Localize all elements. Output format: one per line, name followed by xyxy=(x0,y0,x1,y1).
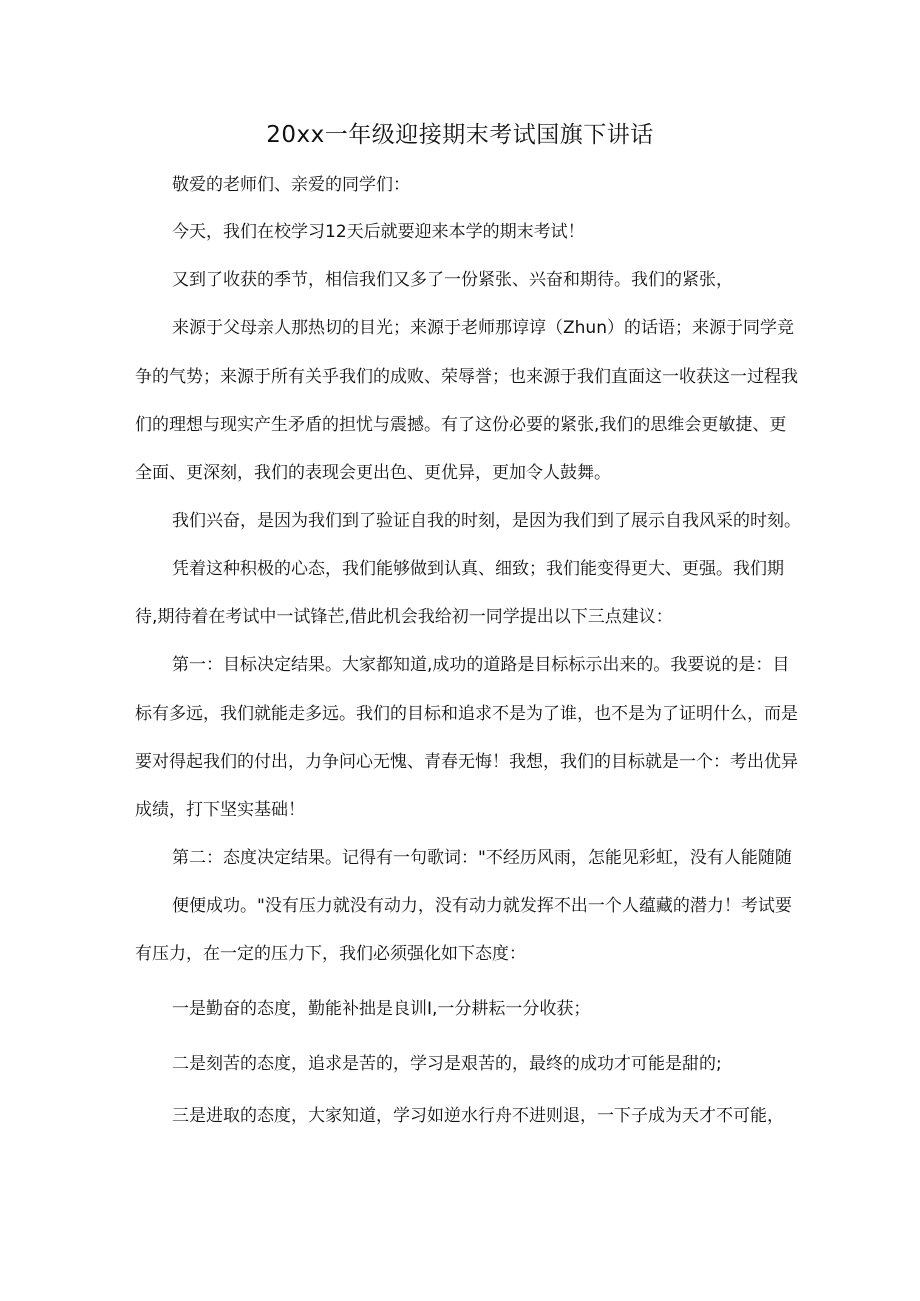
paragraph-line: 一是勤奋的态度，勤能补拙是良训I,一分耕耘一分收获； xyxy=(172,999,591,1019)
paragraph-line: 便便成功。"没有压力就没有动力，没有动力就发挥不出一个人蕴藏的潜力！考试要 xyxy=(172,896,792,916)
paragraph-line: 第一：目标决定结果。大家都知道,成功的道路是目标标示出来的。我要说的是：目 xyxy=(172,655,790,675)
paragraph-line: 来源于父母亲人那热切的目光；来源于老师那谆谆（Zhun）的话语；来源于同学竞 xyxy=(172,318,794,338)
paragraph-line: 敬爱的老师们、亲爱的同学们： xyxy=(172,175,410,195)
paragraph-line: 第二：态度决定结果。记得有一句歌词："不经历风雨，怎能见彩虹，没有人能随随 xyxy=(172,848,792,868)
paragraph-line: 凭着这种积极的心态，我们能够做到认真、细致；我们能变得更大、更强。我们期 xyxy=(172,559,784,579)
paragraph-line: 待,期待着在考试中一试锋芒,借此机会我给初一同学提出以下三点建议： xyxy=(135,607,673,627)
paragraph-line: 全面、更深刻，我们的表现会更出色、更优异，更加令人鼓舞。 xyxy=(135,463,611,483)
paragraph-line: 今天，我们在校学习12天后就要迎来本学的期末考试！ xyxy=(172,222,585,242)
document-title: 20xx一年级迎接期末考试国旗下讲话 xyxy=(266,122,654,148)
paragraph-line: 标有多远，我们就能走多远。我们的目标和追求不是为了谁，也不是为了证明什么，而是 xyxy=(135,704,798,724)
paragraph-line: 二是刻苦的态度，追求是苦的，学习是艰苦的，最终的成功才可能是甜的; xyxy=(172,1054,722,1074)
paragraph-line: 又到了收获的季节，相信我们又多了一份紧张、兴奋和期待。我们的紧张， xyxy=(172,270,733,290)
paragraph-line: 们的理想与现实产生矛盾的担忧与震撼。有了这份必要的紧张,我们的思维会更敏捷、更 xyxy=(135,415,787,435)
paragraph-line: 我们兴奋，是因为我们到了验证自我的时刻，是因为我们到了展示自我风采的时刻。 xyxy=(172,511,801,531)
paragraph-line: 三是进取的态度，大家知道，学习如逆水行舟不进则退，一下子成为天才不可能， xyxy=(172,1106,784,1126)
paragraph-line: 有压力，在一定的压力下，我们必须强化如下态度： xyxy=(135,944,526,964)
paragraph-line: 要对得起我们的付出，力争问心无愧、青春无悔！我想，我们的目标就是一个：考出优异 xyxy=(135,752,798,772)
paragraph-line: 争的气势；来源于所有关乎我们的成败、荣辱誉；也来源于我们直面这一收获这一过程我 xyxy=(135,367,798,387)
paragraph-line: 成绩，打下坚实基础！ xyxy=(135,800,305,820)
